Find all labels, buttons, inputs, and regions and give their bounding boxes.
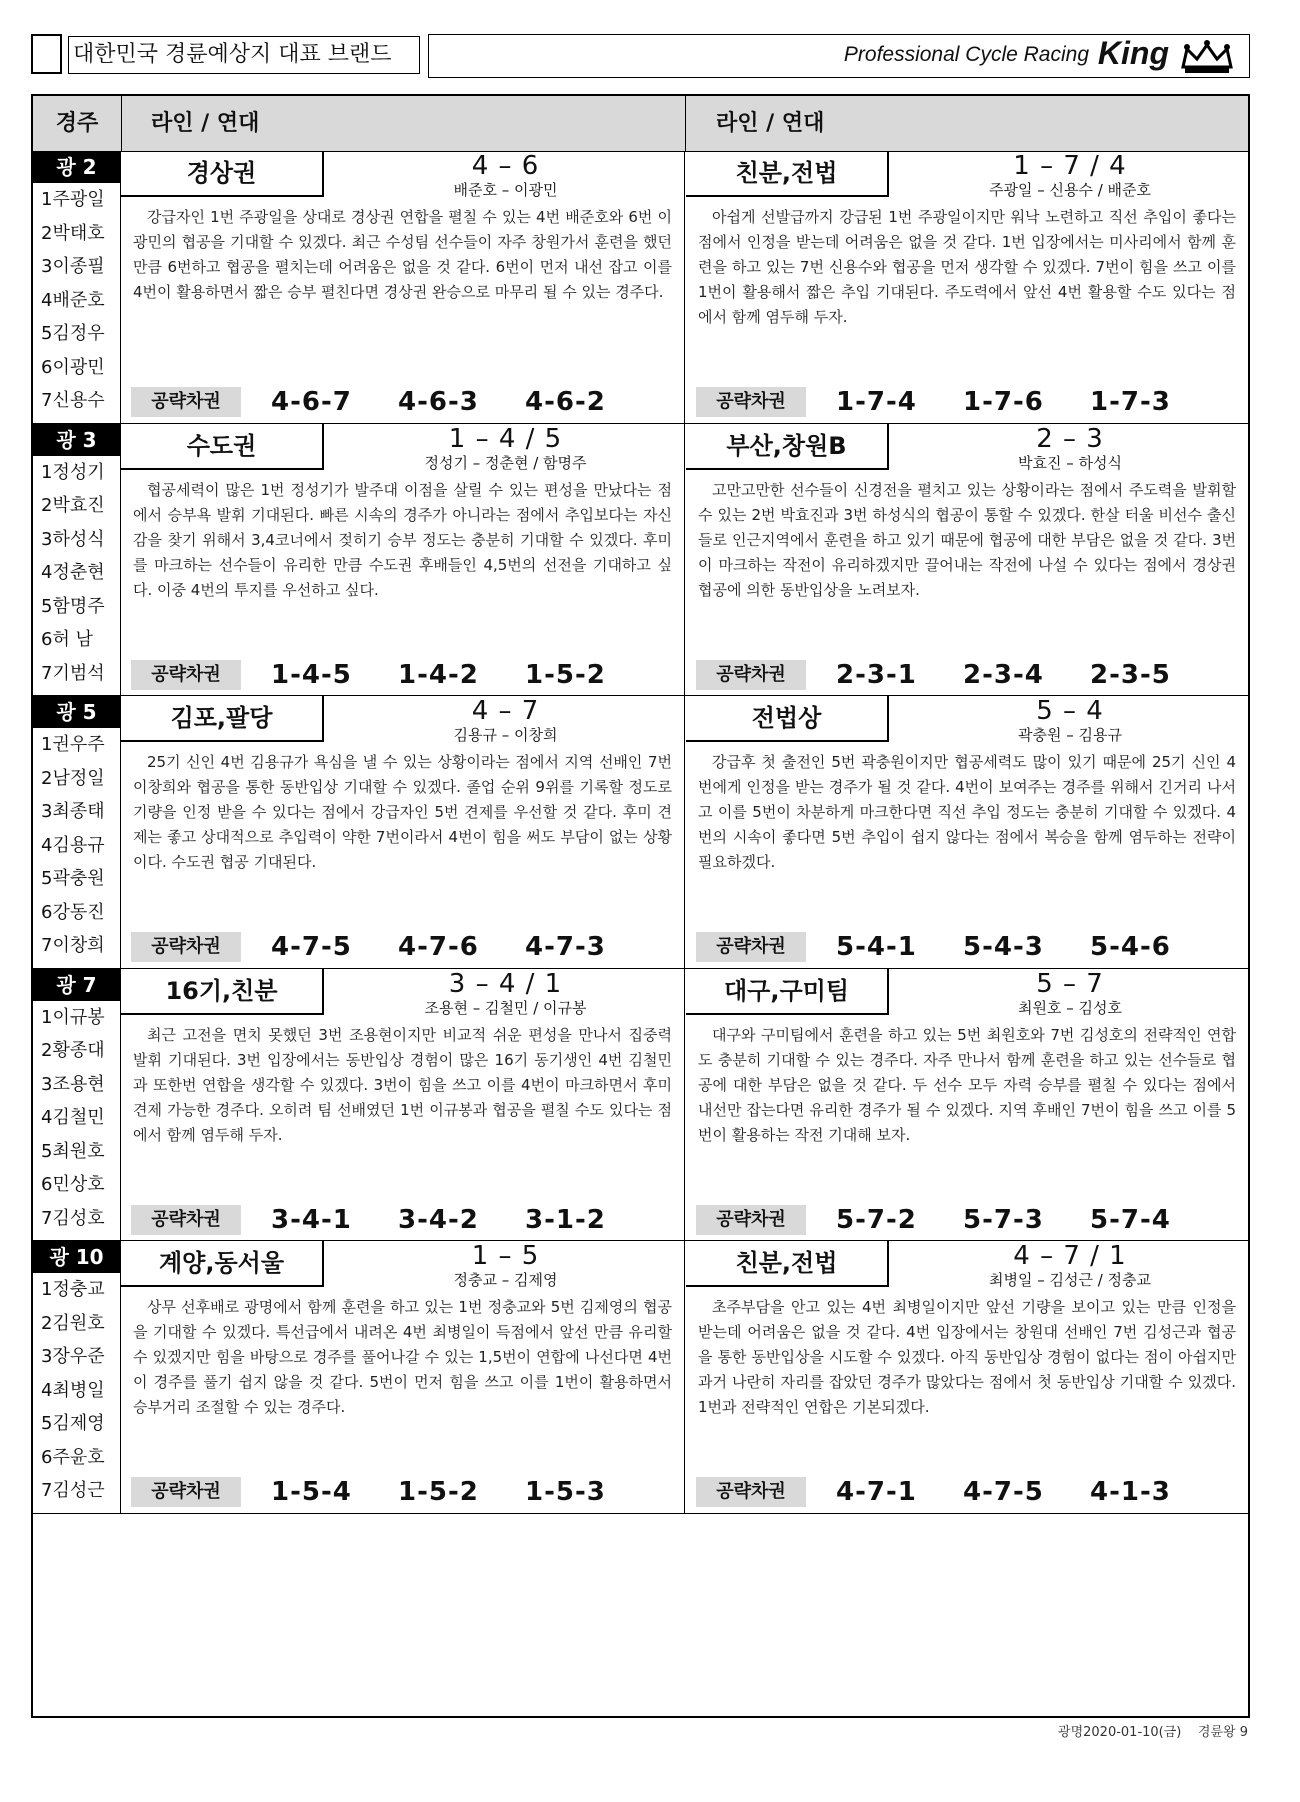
- line-panel: [121, 424, 685, 696]
- race-label: 광 2: [33, 151, 120, 183]
- rider-entry: 7김성근: [41, 1480, 105, 1501]
- rider-column: [33, 1241, 121, 1513]
- rider-entry: 6주윤호: [41, 1446, 105, 1468]
- line-names: 조용현 – 김철민 / 이규봉: [424, 998, 587, 1017]
- recommend-combo: 1-5-2: [398, 1477, 479, 1507]
- line-combo: 1 – 7 / 4: [1013, 151, 1127, 181]
- rider-entry: 2김원호: [41, 1312, 105, 1334]
- recommend-combo: 5-4-1: [836, 932, 917, 962]
- line-panel: [121, 696, 685, 968]
- recommend-combo: 5-4-6: [1090, 932, 1171, 962]
- recommend-combo: 4-7-6: [398, 932, 479, 962]
- race-table: [31, 94, 1250, 1718]
- rider-entry: 7이창희: [41, 935, 105, 956]
- recommend-combo: 5-7-2: [836, 1204, 917, 1235]
- recommend-label: 공략차권: [696, 660, 806, 690]
- recommend-combo: 4-6-2: [525, 387, 606, 417]
- line-combo: 1 – 4 / 5: [448, 423, 563, 454]
- line-names: 최병일 – 김성근 / 정충교: [988, 1271, 1152, 1289]
- analysis-text: 협공세력이 많은 1번 정성기가 발주대 이점을 살릴 수 있는 편성을 만났다는 점에서 승부욕 발휘 기대된다. 빠른 시속의 경주가 아니라는 점에서 추입보다는 자신감을 찾기 위해서 3,4코너에서 젖히기 승부 정도는 충분히 기대할 수 있겠다. 후미를 마크하는 선수들이 유리한 만큼 수도권 후배들인 4,5번의 선전을 기대하고 싶다. 이중 4번의 투지를 우선하고 싶다.: [133, 480, 672, 599]
- recommend-combo: 2-3-5: [1090, 659, 1171, 690]
- recommend-combo: 2-3-4: [963, 659, 1044, 690]
- race-label: 광 3: [33, 424, 120, 456]
- recommend-label: 공략차권: [696, 932, 806, 962]
- line-tag: 16기,친분: [121, 969, 324, 1015]
- recommend-combo: 1-7-6: [963, 387, 1044, 417]
- table-header: [33, 96, 1248, 152]
- race-label: 광 7: [33, 969, 120, 1001]
- recommend-combo: 5-7-4: [1090, 1204, 1171, 1235]
- rider-entry: 4최병일: [41, 1379, 105, 1401]
- rider-entry: 6민상호: [41, 1174, 105, 1195]
- rider-entry: 3이종필: [41, 256, 105, 277]
- line-panel: [686, 1241, 1248, 1513]
- rider-entry: 3하성식: [41, 528, 105, 550]
- race-label: 광 10: [33, 1241, 120, 1273]
- crown-icon: [1177, 39, 1237, 75]
- line-combo: 4 – 7 / 1: [1013, 1241, 1127, 1271]
- race-label: 광 5: [33, 696, 120, 728]
- recommend-combo: 4-7-3: [525, 932, 606, 962]
- recommend-combo: 3-4-2: [398, 1204, 479, 1235]
- analysis-text: 초주부담을 안고 있는 4번 최병일이지만 앞선 기량을 보이고 있는 만큼 인정을 받는데 어려움은 없을 것 같다. 4번 입장에서는 창원대 선배인 7번 김성근과 협공을 통한 동반입상을 시도할 수 있겠다. 아직 동반입상 경험이 없다는 점이 아쉽지만 과거 나란히 자리를 잡았던 경주가 많았다는 점에서 첫 동반입상 기대할 수 있겠다. 1번과 전략적인 연합은 기본되겠다.: [698, 1298, 1236, 1416]
- race-row: [33, 424, 1248, 697]
- rider-entry: 7김성호: [41, 1207, 105, 1229]
- line-tag: 수도권: [121, 424, 324, 470]
- recommend-label: 공략차권: [696, 387, 806, 417]
- header-brand-box: [428, 34, 1250, 78]
- rider-entry: 7신용수: [41, 390, 105, 411]
- recommend-combo: 5-4-3: [963, 932, 1044, 962]
- analysis-text: 최근 고전을 면치 못했던 3번 조용현이지만 비교적 쉬운 편성을 만나서 집중력 발휘 기대된다. 3번 입장에서는 동반입상 경험이 많은 16기 동기생인 4번 김철민과 또한번 연합을 생각할 수 있겠다. 3번이 힘을 쓰고 이를 4번이 마크하면서 후미 견제 가능한 경주다. 오히려 팀 선배였던 1번 이규봉과 협공을 펼칠 수도 있다는 점에서 함께 염두해 두자.: [133, 1025, 672, 1144]
- line-panel: [121, 151, 685, 423]
- line-names: 배준호 – 이광민: [453, 181, 558, 199]
- recommend-combo: 4-1-3: [1090, 1477, 1171, 1507]
- rider-entry: 4김용규: [41, 834, 105, 856]
- recommend-label: 공략차권: [131, 932, 241, 962]
- analysis-text: 상무 선후배로 광명에서 함께 훈련을 하고 있는 1번 정충교와 5번 김제영의 협공을 기대할 수 있겠다. 특선급에서 내려온 4번 최병일이 득점에서 앞선 만큼 유리할 수 있겠지만 힘을 바탕으로 경주를 풀어나갈 수 있는 1,5번이 연합에 나선다면 4번이 경주를 풀기 쉽지 않을 것 같다. 5번이 먼저 힘을 쓰고 이를 1번이 활용하면서 승부거리 조절할 수 있는 경주다.: [133, 1298, 672, 1416]
- line-tag: 대구,구미팀: [686, 969, 889, 1015]
- race-row: [33, 1241, 1248, 1514]
- rider-entry: 2박효진: [41, 495, 105, 516]
- line-names: 박효진 – 하성식: [1018, 453, 1122, 472]
- line-names: 최원호 – 김성호: [1018, 998, 1122, 1017]
- rider-entry: 5함명주: [41, 595, 105, 617]
- recommend-combo: 1-5-2: [525, 659, 606, 690]
- rider-entry: 5최원호: [41, 1140, 105, 1162]
- rider-column: [33, 969, 121, 1241]
- recommend-combo: 2-3-1: [836, 659, 917, 690]
- line-combo: 5 – 7: [1036, 968, 1104, 999]
- analysis-text: 대구와 구미팀에서 훈련을 하고 있는 5번 최원호와 7번 김성호의 전략적인 연합도 충분히 기대할 수 있는 경주다. 자주 만나서 함께 훈련을 하고 있는 선수들로 협공에 대한 부담은 없을 것 같다. 두 선수 모두 자력 승부를 펼칠 수 있다는 점에서 내선만 잡는다면 유리한 경주가 될 수 있겠다. 지역 후배인 7번이 힘을 쓰고 이를 5번이 활용하는 작전 기대해 보자.: [698, 1025, 1236, 1144]
- line-names: 정성기 – 정춘현 / 함명주: [424, 453, 587, 472]
- rider-entry: 3장우준: [41, 1346, 105, 1367]
- rider-column: [33, 151, 121, 423]
- recommend-combo: 1-7-3: [1090, 387, 1171, 417]
- rider-entry: 4김철민: [41, 1107, 105, 1128]
- rider-entry: 1정성기: [41, 461, 105, 483]
- header-box: [31, 34, 62, 74]
- recommend-combo: 4-6-3: [398, 387, 479, 417]
- rider-entry: 2남정일: [41, 767, 105, 789]
- line-names: 곽충원 – 김용규: [1018, 726, 1122, 744]
- line-combo: 5 – 4: [1036, 696, 1104, 726]
- line-tag: 부산,창원B: [686, 424, 889, 470]
- line-tag: 계양,동서울: [121, 1241, 324, 1287]
- brand-name: King: [1097, 35, 1169, 71]
- header-line-right: 라인 / 연대: [716, 111, 825, 136]
- recommend-combo: 3-1-2: [525, 1204, 606, 1235]
- rider-entry: 1이규봉: [41, 1006, 105, 1028]
- recommend-combo: 1-5-3: [525, 1477, 606, 1507]
- rider-entry: 6허 남: [41, 629, 93, 650]
- line-tag: 친분,전법: [686, 151, 889, 197]
- analysis-text: 아쉽게 선발급까지 강급된 1번 주광일이지만 워낙 노련하고 직선 추입이 좋다는 점에서 인정을 받는데 어려움은 없을 것 같다. 1번 입장에서는 미사리에서 함께 훈련을 하고 있는 7번 신용수와 협공을 먼저 생각할 수 있겠다. 7번이 힘을 쓰고 이를 1번이 활용해서 짧은 추입 기대된다. 주도력에서 앞선 4번 활용할 수도 있다는 점에서 함께 염두해 두자.: [698, 208, 1236, 326]
- line-tag: 김포,팔당: [121, 696, 324, 742]
- line-combo: 3 – 4 / 1: [448, 968, 563, 999]
- recommend-combo: 5-7-3: [963, 1204, 1044, 1235]
- page-footer: 광명2020-01-10(금) 경륜왕 9: [1058, 1725, 1248, 1740]
- recommend-label: 공략차권: [696, 1205, 806, 1235]
- race-row: [33, 151, 1248, 424]
- line-tag: 전법상: [686, 696, 889, 742]
- analysis-text: 강급후 첫 출전인 5번 곽충원이지만 협공세력도 많이 있기 때문에 25기 신인 4번에게 인정을 받는 경주가 될 것 같다. 4번이 보여주는 경주를 위해서 긴거리 나서고 이를 5번이 차분하게 마크한다면 직선 추입 정도는 충분히 기대할 수 있겠다. 4번의 시속이 좋다면 5번 추입이 쉽지 않다는 점에서 복승을 함께 염두하는 전략이 필요하겠다.: [698, 753, 1236, 871]
- line-panel: [121, 969, 685, 1241]
- line-names: 주광일 – 신용수 / 배준호: [988, 181, 1152, 199]
- rider-entry: 1권우주: [41, 734, 105, 755]
- rider-entry: 6강동진: [41, 901, 105, 923]
- recommend-combo: 4-7-5: [963, 1477, 1044, 1507]
- recommend-combo: 1-4-2: [398, 659, 479, 690]
- line-names: 정충교 – 김제영: [453, 1271, 558, 1289]
- line-tag: 친분,전법: [686, 1241, 889, 1287]
- line-tag: 경상권: [121, 151, 324, 197]
- rider-entry: 5곽충원: [41, 868, 105, 889]
- recommend-combo: 4-7-5: [271, 932, 352, 962]
- recommend-label: 공략차권: [131, 387, 241, 417]
- recommend-combo: 1-5-4: [271, 1477, 352, 1507]
- analysis-text: 25기 신인 4번 김용규가 욕심을 낼 수 있는 상황이라는 점에서 지역 선배인 7번 이창희와 협공을 통한 동반입상 기대할 수 있겠다. 졸업 순위 9위를 기록할 정도로 기량을 인정 받을 수 있다는 점에서 강급자인 5번 견제를 우선할 것 같다. 후미 견제는 좋고 상대적으로 추입력이 약한 7번이라서 4번이 힘을 써도 부담이 없는 상황이다. 수도권 협공 기대된다.: [133, 753, 672, 871]
- rider-entry: 5김제영: [41, 1413, 105, 1434]
- header-line-left: 라인 / 연대: [151, 111, 260, 136]
- recommend-label: 공략차권: [131, 1205, 241, 1235]
- race-row: [33, 696, 1248, 969]
- rider-entry: 4배준호: [41, 289, 105, 311]
- line-names: 김용규 – 이창희: [453, 726, 558, 744]
- analysis-text: 고만고만한 선수들이 신경전을 펼치고 있는 상황이라는 점에서 주도력을 발휘할 수 있는 2번 박효진과 3번 하성식의 협공이 통할 수 있겠다. 한살 터울 비선수 출신들로 인근지역에서 훈련을 하고 있기 때문에 협공에 대한 부담은 없을 것 같다. 3번이 마크하는 작전이 유리하겠지만 끌어내는 작전에 나설 수 있다는 점에서 경상권 협공에 의한 동반입상을 노려보자.: [698, 480, 1236, 599]
- rider-column: [33, 424, 121, 696]
- recommend-combo: 3-4-1: [271, 1204, 352, 1235]
- race-row: [33, 969, 1248, 1242]
- recommend-combo: 4-7-1: [836, 1477, 917, 1507]
- line-panel: [686, 696, 1248, 968]
- rider-entry: 2황종대: [41, 1040, 105, 1061]
- recommend-label: 공략차권: [696, 1477, 806, 1507]
- recommend-combo: 4-6-7: [271, 387, 352, 417]
- rider-entry: 6이광민: [41, 356, 105, 378]
- rider-entry: 5김정우: [41, 323, 105, 344]
- rider-entry: 7기범석: [41, 662, 105, 684]
- rider-column: [33, 696, 121, 968]
- rider-entry: 3조용현: [41, 1073, 105, 1095]
- line-combo: 2 – 3: [1036, 423, 1104, 454]
- header-title: 대한민국 경륜예상지 대표 브랜드: [68, 36, 420, 74]
- line-panel: [121, 1241, 685, 1513]
- recommend-label: 공략차권: [131, 660, 241, 690]
- rider-entry: 3최종태: [41, 801, 105, 822]
- line-combo: 1 – 5: [471, 1241, 540, 1271]
- line-panel: [686, 151, 1248, 423]
- header-race: 경주: [33, 96, 122, 151]
- rider-entry: 1주광일: [41, 189, 105, 210]
- rider-entry: 2박태호: [41, 222, 105, 244]
- line-combo: 4 – 6: [471, 151, 540, 181]
- rider-entry: 1정충교: [41, 1279, 105, 1300]
- line-combo: 4 – 7: [471, 696, 540, 726]
- analysis-text: 강급자인 1번 주광일을 상대로 경상권 연합을 펼칠 수 있는 4번 배준호와 6번 이광민의 협공을 기대할 수 있겠다. 최근 수성팀 선수들이 자주 창원가서 훈련을 했던 만큼 6번하고 협공을 펼치는데 어려움은 없을 것 같다. 6번이 먼저 내선 잡고 이를 4번이 활용하면서 짧은 승부 펼친다면 경상권 완승으로 마무리 될 수 있는 경주다.: [133, 208, 672, 301]
- line-panel: [686, 424, 1248, 696]
- rider-entry: 4정춘현: [41, 562, 105, 583]
- line-panel: [686, 969, 1248, 1241]
- header-subtitle: Professional Cycle Racing: [843, 43, 1089, 66]
- recommend-combo: 1-4-5: [271, 659, 352, 690]
- recommend-combo: 1-7-4: [836, 387, 917, 417]
- recommend-label: 공략차권: [131, 1477, 241, 1507]
